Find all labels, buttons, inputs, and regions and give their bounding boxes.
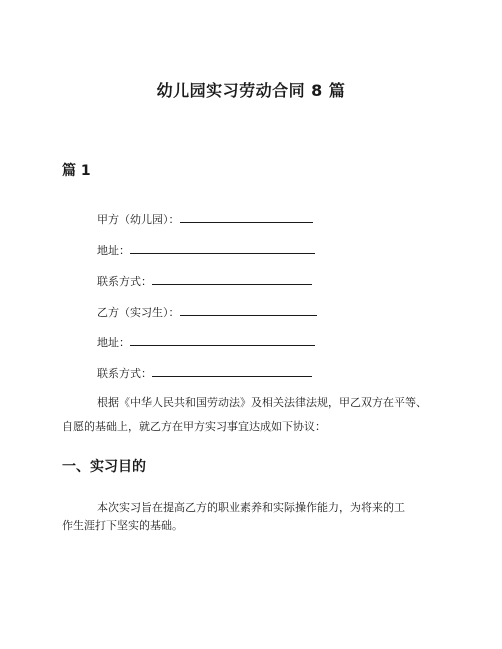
field-party-a [97, 211, 313, 227]
purpose-paragraph [62, 496, 442, 538]
paragraph-line: 本次实习旨在提高乙方的职业素养和实际操作能力，为将来的工 [97, 501, 405, 514]
paragraph-line: 自愿的基础上，就乙方在甲方实习事宜达成如下协议： [62, 420, 326, 433]
field-contact-b [97, 365, 312, 381]
blank-line [180, 211, 313, 223]
field-label: 甲方（幼儿园）： [97, 213, 180, 226]
field-address-a [97, 242, 315, 258]
blank-line [130, 242, 315, 254]
field-label: 地址： [97, 244, 130, 257]
field-label: 联系方式： [97, 275, 152, 288]
blank-line [152, 365, 312, 377]
blank-line [180, 304, 317, 316]
paragraph-line: 根据《中华人民共和国劳动法》及相关法律法规，甲乙双方在平等、 [97, 396, 427, 409]
field-contact-a [97, 273, 312, 289]
section-heading: 篇 1 [62, 163, 91, 179]
field-party-b [97, 304, 317, 320]
page-title: 幼儿园实习劳动合同 8 篇 [156, 81, 346, 100]
field-label: 乙方（实习生）： [97, 306, 180, 319]
purpose-heading: 一、实习目的 [62, 459, 146, 475]
blank-line [130, 334, 315, 346]
field-address-b [97, 334, 315, 350]
field-label: 联系方式： [97, 367, 152, 380]
paragraph-line: 作生涯打下坚实的基础。 [62, 519, 183, 532]
blank-line [152, 273, 312, 285]
field-label: 地址： [97, 336, 130, 349]
intro-paragraph [62, 391, 442, 439]
